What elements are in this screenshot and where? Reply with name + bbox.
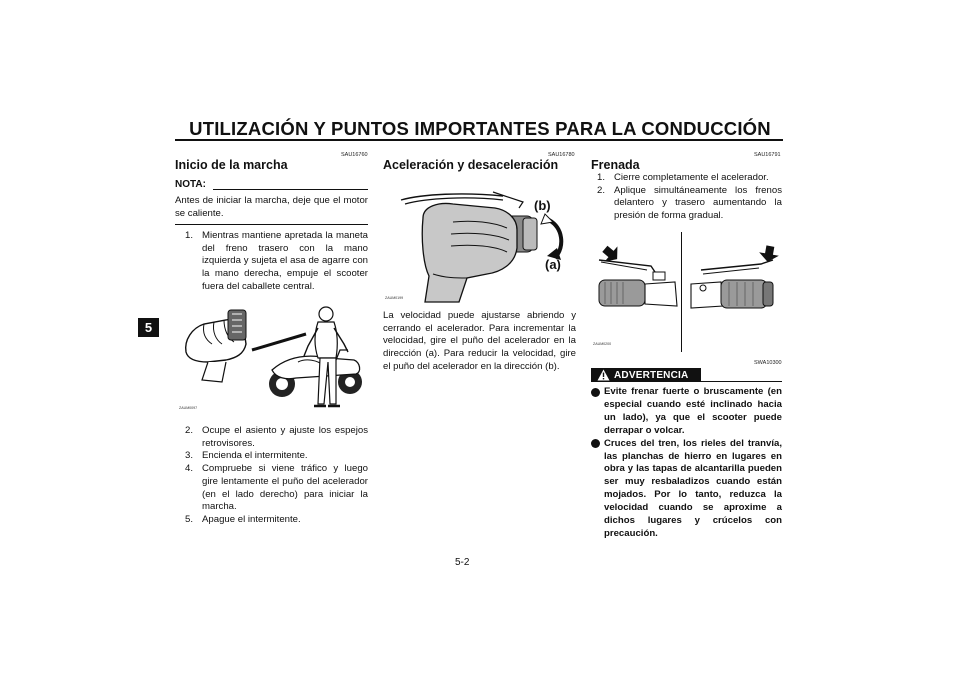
step-number: 5. (185, 513, 194, 525)
warning-item (591, 386, 782, 438)
step-number: 3. (185, 450, 194, 462)
step-number: 1. (185, 230, 194, 241)
warning-list (591, 386, 782, 541)
list-item (185, 425, 368, 450)
section-code-braking: SAU16791 (754, 152, 781, 158)
step-number: 2. (597, 184, 606, 196)
bullet-icon (591, 388, 600, 397)
scooter-push-figure (178, 300, 368, 412)
step-text: Aplique simultáneamente los frenos delantero y trasero aumentando la presión de forma gradual. (614, 184, 782, 222)
warning-header (591, 368, 701, 382)
warning-text: Cruces del tren, los rieles del tranvía, las planchas de hierro en lugares en obra y las tapas de alcantarilla pueden ser muy resbaladizos cuando están mojados. Por lo tanto, reduzca la velocidad cuando se aproxime a dichos lugares y crúcelos con precaución. (604, 437, 782, 539)
figure-divider (681, 232, 682, 352)
step-number: 4. (185, 463, 194, 475)
warning-item (591, 438, 782, 541)
brake-levers-figure (591, 228, 783, 352)
step-text: Cierre completamente el acelerador. (614, 172, 769, 183)
warning-rule (701, 381, 782, 382)
section-code-start: SAU16760 (341, 152, 368, 158)
nota-text: Antes de iniciar la marcha, deje que el motor se caliente. (175, 195, 368, 219)
page-title: UTILIZACIÓN Y PUNTOS IMPORTANTES PARA LA CONDUCCIÓN (189, 118, 771, 139)
list-item (185, 463, 368, 514)
warning-label: ADVERTENCIA (614, 369, 689, 381)
list-item (597, 185, 782, 223)
list-item (185, 230, 368, 294)
step-text: Compruebe si viene tráfico y luego gire lentamente el puño del acelerador (en el lado derecho) para iniciar la marcha. (202, 463, 368, 513)
warning-triangle-icon (597, 369, 610, 381)
step-number: 1. (597, 172, 606, 183)
braking-steps (597, 172, 782, 223)
acceleration-text: La velocidad puede ajustarse abriendo y cerrando el acelerador. Para incrementar la velocidad, gire el puño del acelerador en la dirección (a). Para reducir la velocidad, gire el puño del acelerador en la dirección (b). (383, 310, 576, 372)
step-text: Ocupe el asiento y ajuste los espejos retrovisores. (202, 425, 368, 449)
list-item (597, 172, 782, 185)
start-steps (185, 425, 368, 527)
list-item (185, 514, 368, 527)
bullet-icon (591, 439, 600, 448)
page-number: 5-2 (455, 557, 470, 568)
heading-start: Inicio de la marcha (175, 158, 288, 172)
start-step-1 (185, 230, 368, 294)
heading-acceleration: Aceleración y desaceleración (383, 158, 559, 172)
figure-code: ZAUM0097 (179, 406, 198, 410)
title-rule (175, 139, 783, 141)
nota-label: NOTA: (175, 179, 206, 190)
warning-text: Evite frenar fuerte o bruscamente (en especial cuando esté inclinado hacia un lado), ya que el scooter puede derrapar o volcar. (604, 386, 782, 436)
direction-label-b: (b) (534, 198, 551, 213)
chapter-tab: 5 (138, 318, 159, 337)
figure-code: ZAUM0199 (385, 296, 404, 300)
section-code-acceleration: SAU16780 (548, 152, 575, 158)
step-text: Encienda el intermitente. (202, 450, 308, 462)
figure-code: ZAUM0200 (593, 342, 612, 346)
direction-label-a: (a) (545, 257, 561, 272)
list-item (185, 450, 368, 463)
step-text: Apague el intermitente. (202, 513, 301, 525)
step-text: Mientras mantiene apretada la maneta del freno trasero con la mano izquierda y sujeta el asa de agarre con la mano derecha, empuje el scooter fuera del caballete central. (202, 230, 368, 292)
nota-end-rule (175, 224, 368, 225)
heading-braking: Frenada (591, 158, 640, 172)
warning-code: SWA10300 (754, 360, 782, 366)
nota-rule (213, 189, 368, 190)
step-number: 2. (185, 425, 194, 436)
